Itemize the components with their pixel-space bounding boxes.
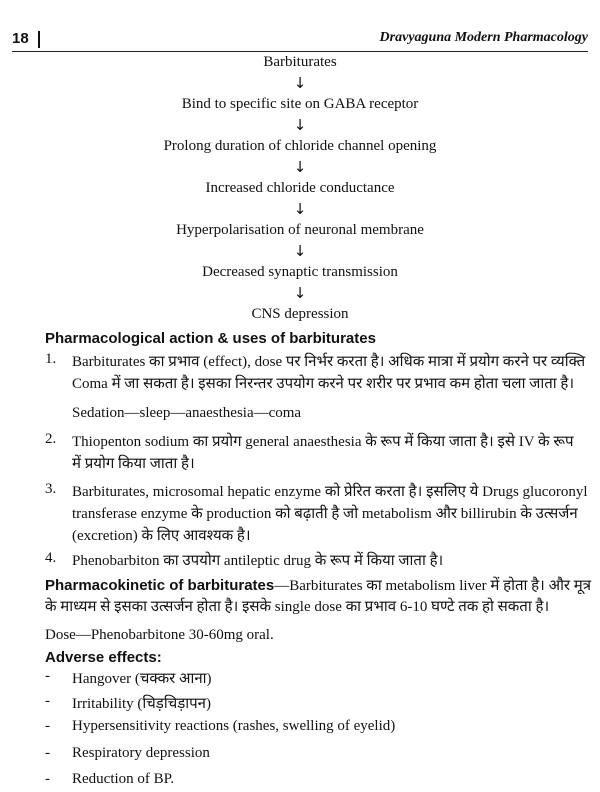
dash-bullet: -: [45, 668, 50, 684]
item-line: (excretion) के लिए आवश्यक है।: [72, 528, 251, 544]
flow-step: Decreased synaptic transmission: [202, 264, 398, 280]
item-line: transferase enzyme के production को बढ़ाती है जो metabolism और billirubin के उत्सर्जन: [72, 506, 578, 522]
pharmacokinetic-text-cont: के माध्यम से इसका उत्सर्जन होता है। इसके single dose का प्रभाव 6-10 घण्टे तक हो सकता है।: [45, 599, 550, 615]
list-item-3: [72, 481, 588, 547]
dose-line: Dose—Phenobarbitone 30-60mg oral.: [45, 627, 274, 643]
adverse-item: Respiratory depression: [72, 745, 210, 761]
list-number: 2.: [45, 431, 57, 447]
adverse-heading: Adverse effects:: [45, 649, 162, 666]
list-number: 3.: [45, 481, 57, 497]
list-item-4: [72, 550, 588, 572]
list-item-2: [72, 431, 588, 475]
item-line: Coma में जा सकता है। इसका निरन्तर उपयोग करने पर शरीर पर प्रभाव कम होता चला जाता है।: [72, 376, 575, 392]
item-line: Barbiturates, microsomal hepatic enzyme को प्रेरित करता है। इसलिए ये Drugs glucoronyl: [72, 484, 588, 500]
item-extra: Sedation—sleep—anaesthesia—coma: [72, 405, 302, 421]
down-arrow-icon: ↓: [293, 284, 307, 302]
dash-bullet: -: [45, 771, 50, 787]
flow-step: Bind to specific site on GABA receptor: [181, 96, 419, 112]
adverse-item: Irritability (चिड़चिड़ापन): [72, 696, 211, 712]
pharmacokinetic-paragraph: [45, 575, 590, 618]
page-number: 18: [12, 30, 29, 47]
down-arrow-icon: ↓: [293, 200, 307, 218]
item-line: Thiopenton sodium का प्रयोग general anaesthesia के रूप में किया जाता है। इसे IV के रूप: [72, 434, 574, 450]
flow-step: Increased chloride conductance: [205, 180, 395, 196]
page-number-divider: [38, 31, 40, 48]
flow-step: Barbiturates: [263, 54, 337, 70]
down-arrow-icon: ↓: [293, 116, 307, 134]
item-line: Barbiturates का प्रभाव (effect), dose पर निर्भर करता है। अधिक मात्रा में प्रयोग करने पर व्यक्ति: [72, 354, 586, 370]
list-number: 1.: [45, 351, 57, 367]
list-number: 4.: [45, 550, 57, 566]
pharmacological-heading: Pharmacological action & uses of barbiturates: [45, 330, 376, 347]
pharmacokinetic-text: —Barbiturates का metabolism liver में होता है। और मूत्र: [274, 578, 592, 594]
down-arrow-icon: ↓: [293, 74, 307, 92]
item-line: Phenobarbiton का उपयोग antileptic drug के रूप में किया जाता है।: [72, 553, 444, 569]
mechanism-flowchart: [0, 52, 600, 325]
dash-bullet: -: [45, 693, 50, 709]
item-line: में प्रयोग किया जाता है।: [72, 456, 195, 472]
adverse-item: Hangover (चक्कर आना): [72, 671, 212, 687]
dash-bullet: -: [45, 745, 50, 761]
down-arrow-icon: ↓: [293, 158, 307, 176]
flow-step: Hyperpolarisation of neuronal membrane: [176, 222, 424, 238]
flow-step: CNS depression: [251, 306, 349, 322]
adverse-item: Hypersensitivity reactions (rashes, swelling of eyelid): [72, 718, 396, 734]
page-header: [12, 30, 588, 52]
dash-bullet: -: [45, 718, 50, 734]
adverse-item: Reduction of BP.: [72, 771, 175, 787]
down-arrow-icon: ↓: [293, 242, 307, 260]
running-title: Dravyaguna Modern Pharmacology: [379, 30, 588, 45]
flow-step: Prolong duration of chloride channel opening: [163, 138, 437, 154]
list-item-1: [72, 351, 588, 424]
pharmacokinetic-heading: Pharmacokinetic of barbiturates: [45, 577, 275, 594]
